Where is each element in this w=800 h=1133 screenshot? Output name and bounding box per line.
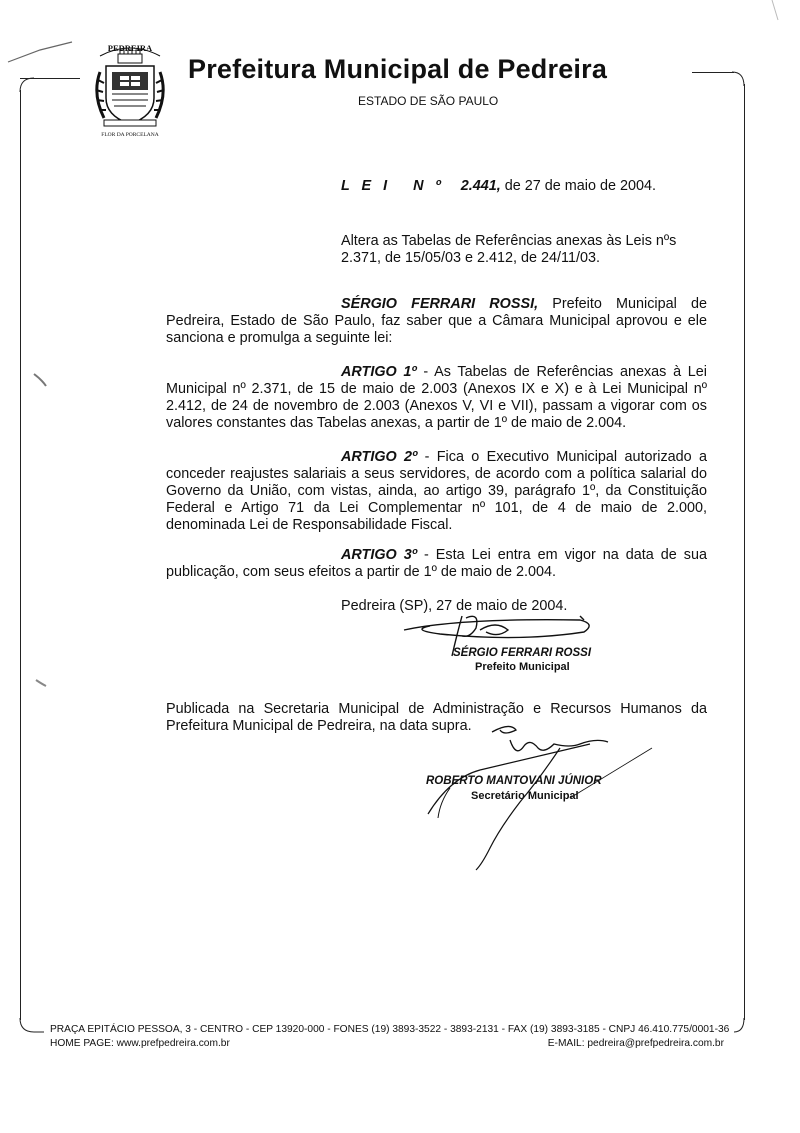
crest-motto: FLOR DA PORCELANA <box>101 132 159 138</box>
article-2-text: - Fica o Executivo Municipal autorizado a conceder reajustes salariais a seus servidores, de acordo com a política salarial do Governo da União, com vistas, ainda, ao artigo 39, parágrafo 1º, da Constituição Federal e Artigo 71 da Lei Complementar nº 101, de 4 de maio de 2.000, denominada Lei de Responsabilidade Fiscal. <box>166 449 707 533</box>
crest-name: PEDREIRA <box>107 43 153 53</box>
law-date: de 27 de maio de 2004. <box>504 178 657 194</box>
date-line: Pedreira (SP), 27 de maio de 2004. <box>341 598 568 614</box>
article-1-label: ARTIGO 1º <box>341 364 417 380</box>
article-3-label: ARTIGO 3º <box>341 547 417 563</box>
footer-email: E-MAIL: pedreira@prefpedreira.com.br <box>547 1038 724 1049</box>
article-1-text: - As Tabelas de Referências anexas à Lei Municipal nº 2.371, de 15 de maio de 2.003 (Anexos IX e X) e à Lei Municipal nº 2.412, de 24 de novembro de 2.003 (Anexos V, VI e VII), passam a vigorar com os valores constantes das Tabelas anexas, a partir de 1º de maio de 2.004. <box>166 364 708 431</box>
law-summary: Altera as Tabelas de Referências anexas às Leis nºs 2.371, de 15/05/03 e 2.412, de 24/11/03. <box>341 233 677 266</box>
mayor-title: Prefeito Municipal <box>475 661 570 673</box>
secretary-title: Secretário Municipal <box>471 790 579 802</box>
article-1 <box>166 364 707 432</box>
mayor-name: SÉRGIO FERRARI ROSSI, <box>341 296 539 312</box>
article-2-label: ARTIGO 2º <box>341 449 418 465</box>
article-3 <box>166 547 707 581</box>
law-label: L E I <box>341 178 392 194</box>
law-number-label: N º <box>413 178 445 194</box>
law-number: 2.441, <box>460 178 501 194</box>
preamble-text: Prefeito Municipal de Pedreira, Estado de São Paulo, faz saber que a Câmara Municipal aprovou e ele sanciona e promulga a seguinte lei: <box>166 296 708 346</box>
secretary-name-signature: ROBERTO MANTOVANI JÚNIOR <box>426 775 602 787</box>
page-title: Prefeitura Municipal de Pedreira <box>188 54 608 84</box>
article-3-text: - Esta Lei entra em vigor na data de sua publicação, com seus efeitos a partir de 1º de maio de 2.004. <box>166 547 708 580</box>
publication-note: Publicada na Secretaria Municipal de Administração e Recursos Humanos da Prefeitura Municipal de Pedreira, na data supra. <box>166 701 707 734</box>
law-heading <box>341 178 656 194</box>
footer-address: PRAÇA EPITÁCIO PESSOA, 3 - CENTRO - CEP 13920-000 - FONES (19) 3893-3522 - 3893-2131 - FAX (19) 3893-3185 - CNPJ 46.410.775/0001-36 <box>50 1024 730 1035</box>
preamble-paragraph <box>166 296 707 347</box>
mayor-name-signature: SÉRGIO FERRARI ROSSI <box>453 647 592 659</box>
state-subtitle: ESTADO DE SÃO PAULO <box>358 94 499 108</box>
article-2 <box>166 449 707 534</box>
footer-homepage: HOME PAGE: www.prefpedreira.com.br <box>50 1038 230 1049</box>
